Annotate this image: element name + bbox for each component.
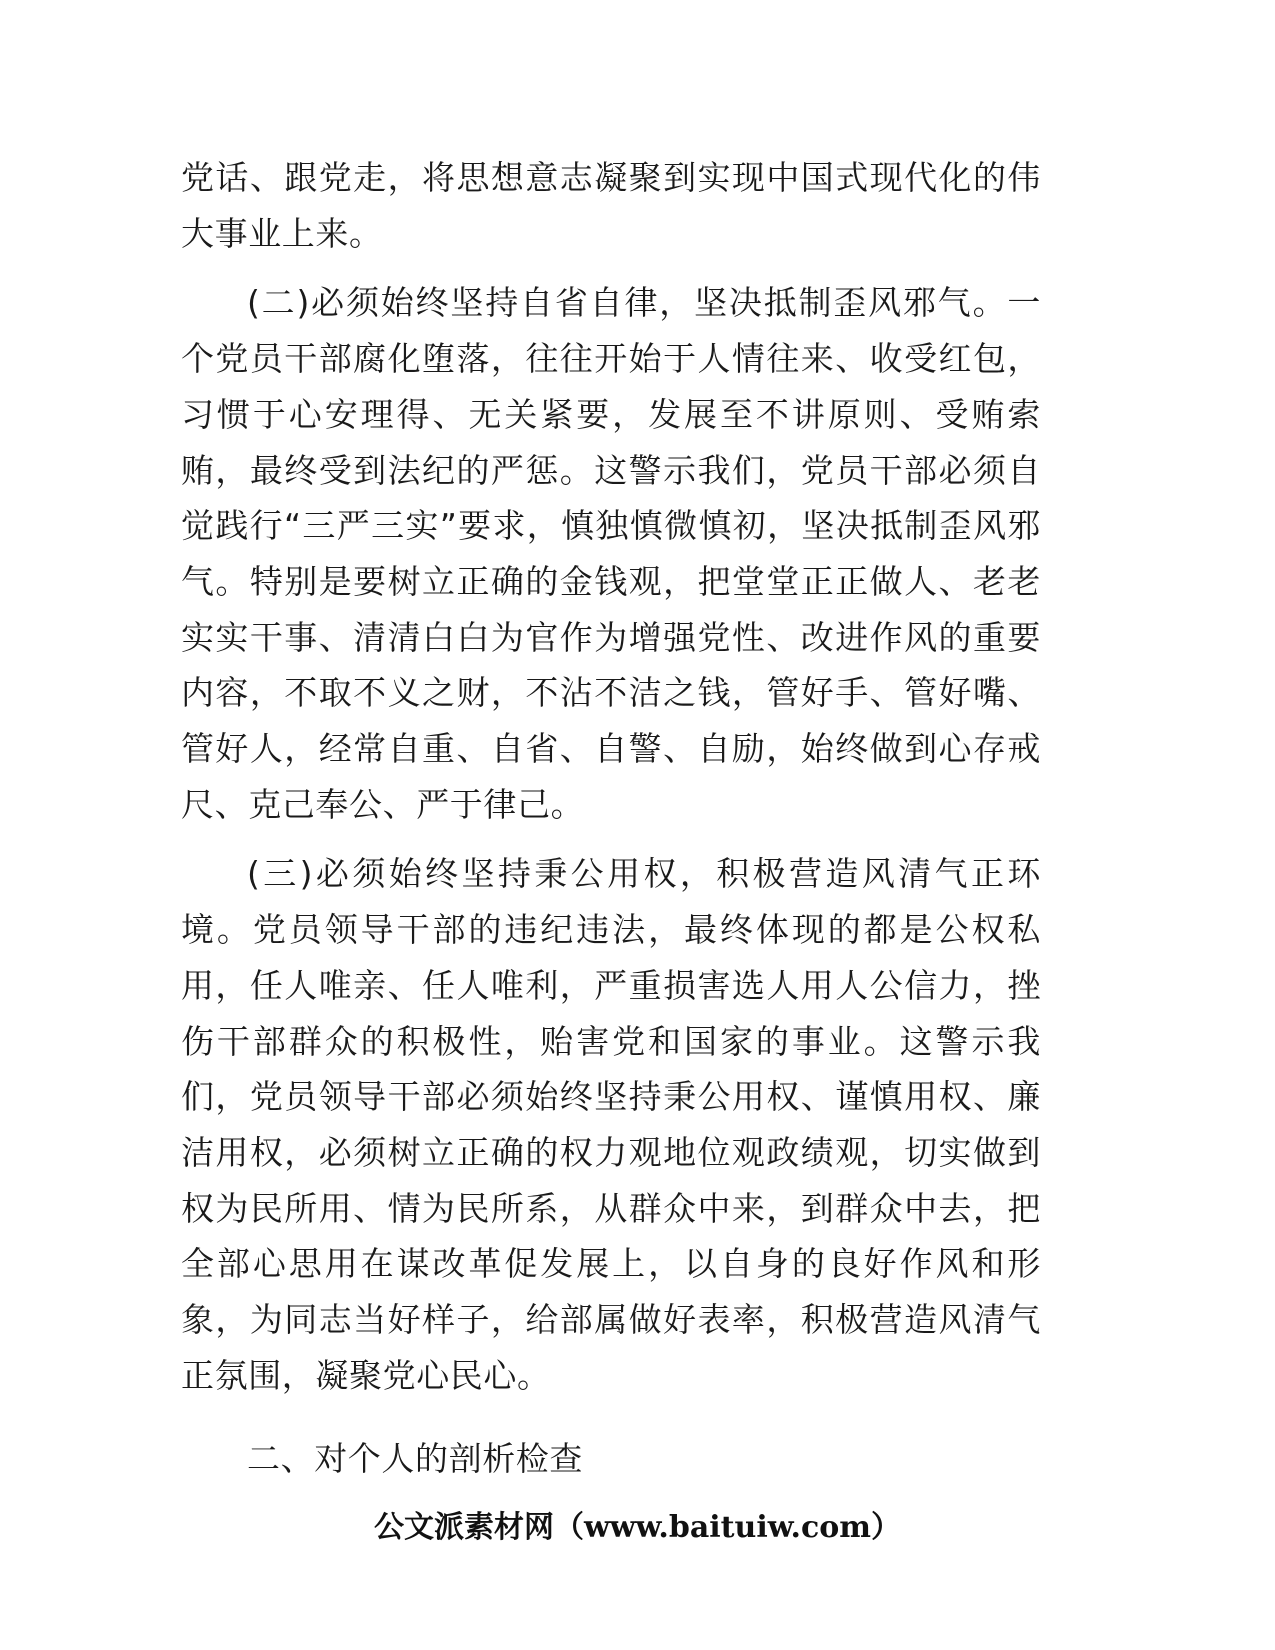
document-body <box>181 150 1041 1487</box>
paragraph-section-two: (二)必须始终坚持自省自律，坚决抵制歪风邪气。一个党员干部腐化堕落，往往开始于人情往来、收受红包，习惯于心安理得、无关紧要，发展至不讲原则、受贿索贿，最终受到法纪的严惩。这警示我们，党员干部必须自觉践行“三严三实”要求，慎独慎微慎初，坚决抵制歪风邪气。特别是要树立正确的金钱观，把堂堂正正做人、老老实实干事、清清白白为官作为增强党性、改进作风的重要内容，不取不义之财，不沾不洁之钱，管好手、管好嘴、管好人，经常自重、自省、自警、自励，始终做到心存戒尺、克己奉公、严于律己。 <box>181 283 1041 824</box>
page-footer-watermark: 公文派素材网（www.baituiw.com） <box>373 1510 902 1545</box>
paragraph-continuation: 党话、跟党走，将思想意志凝聚到实现中国式现代化的伟大事业上来。 <box>181 158 1041 253</box>
section-heading: 二、对个人的剖析检查 <box>247 1439 583 1479</box>
paragraph-section-three: (三)必须始终坚持秉公用权，积极营造风清气正环境。党员领导干部的违纪违法，最终体现的都是公权私用，任人唯亲、任人唯利，严重损害选人用人公信力，挫伤干部群众的积极性，贻害党和国家的事业。这警示我们，党员领导干部必须始终坚持秉公用权、谨慎用权、廉洁用权，必须树立正确的权力观地位观政绩观，切实做到权为民所用、情为民所系，从群众中来，到群众中去，把全部心思用在谋改革促发展上，以自身的良好作风和形象，为同志当好样子，给部属做好表率，积极营造风清气正氛围，凝聚党心民心。 <box>181 854 1041 1395</box>
